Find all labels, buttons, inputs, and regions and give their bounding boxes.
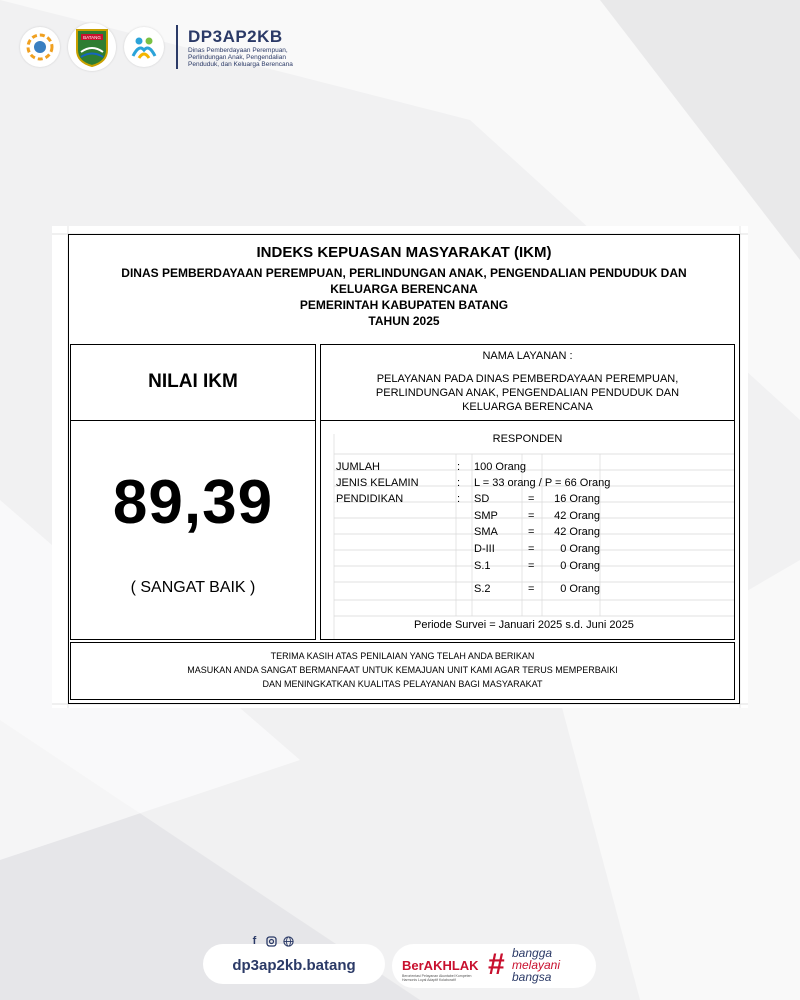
- brand-subtitle: Dinas Pemberdayaan Perempuan, Perlindungan Anak, Pengendalian Penduduk, dan Keluarga Berencana: [188, 46, 293, 68]
- footer-line: TERIMA KASIH ATAS PENILAIAN YANG TELAH ANDA BERIKAN: [270, 651, 535, 661]
- bangga-melayani-bangsa: [512, 947, 560, 983]
- ikm-sheet: [52, 226, 748, 708]
- pendidikan-eq: =: [528, 583, 535, 595]
- pendidikan-level: S.1: [474, 560, 491, 572]
- kelamin-label: JENIS KELAMIN: [336, 477, 419, 489]
- pendidikan-eq: =: [528, 543, 535, 555]
- sheet-subtitle: DINAS PEMBERDAYAAN PEREMPUAN, PERLINDUNGAN ANAK, PENGENDALIAN PENDUDUK DAN KELUARGA BERENCANA: [121, 266, 687, 296]
- nilai-ikm-label-cell: [70, 344, 316, 421]
- pendidikan-value: 16 Orang: [554, 493, 600, 505]
- facebook-icon[interactable]: f: [252, 935, 257, 947]
- pendidikan-value: 42 Orang: [554, 526, 600, 538]
- instagram-icon[interactable]: [266, 936, 277, 947]
- melayani-text: melayani: [512, 958, 561, 972]
- pendidikan-colon: :: [457, 493, 461, 505]
- pendidikan-value: 0 Orang: [560, 560, 600, 572]
- logo-text: BATANG: [83, 35, 101, 40]
- hashtag-icon: #: [488, 948, 505, 981]
- brand-pill: [392, 944, 596, 988]
- pendidikan-label: PENDIDIKAN: [336, 493, 404, 505]
- pendidikan-value: 42 Orang: [554, 510, 600, 522]
- nilai-ikm-value: 89,39: [112, 468, 274, 537]
- bkkbn-logo: [124, 27, 164, 67]
- berakhlak-logo: BerAKHLAK: [402, 958, 479, 973]
- jumlah-label: JUMLAH: [336, 461, 381, 473]
- terima-kasih-cell: [70, 642, 735, 700]
- kelamin-value: L = 33 orang / P = 66 Orang: [474, 477, 611, 489]
- footer-line: MASUKAN ANDA SANGAT BERMANFAAT UNTUK KEMAJUAN UNIT KAMI AGAR TERUS MEMPERBAIKI: [187, 665, 618, 675]
- pendidikan-eq: =: [528, 510, 535, 522]
- predikat-label: ( SANGAT BAIK ): [130, 579, 256, 596]
- bangsa-text: bangsa: [512, 970, 552, 984]
- pendidikan-eq: =: [528, 493, 535, 505]
- brand-title: DP3AP2KB: [188, 26, 283, 46]
- layanan-name: PELAYANAN PADA DINAS PEMBERDAYAAN PEREMPUAN, PERLINDUNGAN ANAK, PENGENDALIAN PENDUDUK DAN KELUARGA BERENCANA: [375, 373, 680, 413]
- pendidikan-value: 0 Orang: [560, 583, 600, 595]
- kabupaten-batang-logo: [68, 23, 116, 71]
- footer-note: [71, 649, 734, 691]
- pendidikan-eq: =: [528, 526, 535, 538]
- sheet-year: TAHUN 2025: [368, 314, 440, 328]
- header-divider: [176, 25, 178, 69]
- pendidikan-level: SMP: [474, 510, 498, 522]
- periode-survei: Periode Survei = Januari 2025 s.d. Juni 2025: [414, 619, 634, 631]
- nama-layanan-cell: [320, 344, 735, 421]
- pendidikan-value: 0 Orang: [560, 543, 600, 555]
- footer-line: DAN MENINGKATKAN KUALITAS PELAYANAN BAGI MASYARAKAT: [262, 679, 543, 689]
- globe-icon[interactable]: [283, 936, 294, 947]
- jumlah-colon: :: [457, 461, 461, 473]
- social-handle[interactable]: dp3ap2kb.batang: [232, 957, 356, 974]
- responden-label: RESPONDEN: [492, 433, 563, 445]
- header: [20, 22, 313, 72]
- bangga-text: bangga: [512, 946, 553, 960]
- pendidikan-level: SMA: [474, 526, 498, 538]
- pendidikan-eq: =: [528, 560, 535, 572]
- pendidikan-level: S.2: [474, 583, 491, 595]
- pendidikan-level: SD: [474, 493, 490, 505]
- social-icons: [249, 936, 294, 947]
- sheet-title-block: [68, 244, 740, 329]
- nilai-ikm-label: NILAI IKM: [148, 371, 238, 392]
- sheet-government: PEMERINTAH KABUPATEN BATANG: [299, 298, 509, 312]
- kelamin-colon: :: [457, 477, 461, 489]
- brand-block: [188, 27, 313, 68]
- sheet-title: INDEKS KEPUASAN MASYARAKAT (IKM): [256, 244, 552, 261]
- social-pill: [203, 935, 385, 984]
- berakhlak-tagline: Berorientasi Pelayanan Akuntabel Kompeten Harmonis Loyal Adaptif Kolaboratif: [402, 974, 472, 982]
- pendidikan-level: D-III: [474, 543, 495, 555]
- kemenpppa-logo: [20, 27, 60, 67]
- jumlah-value: 100 Orang: [474, 461, 526, 473]
- layanan-label: NAMA LAYANAN :: [482, 350, 573, 362]
- nilai-ikm-value-cell: [70, 420, 316, 640]
